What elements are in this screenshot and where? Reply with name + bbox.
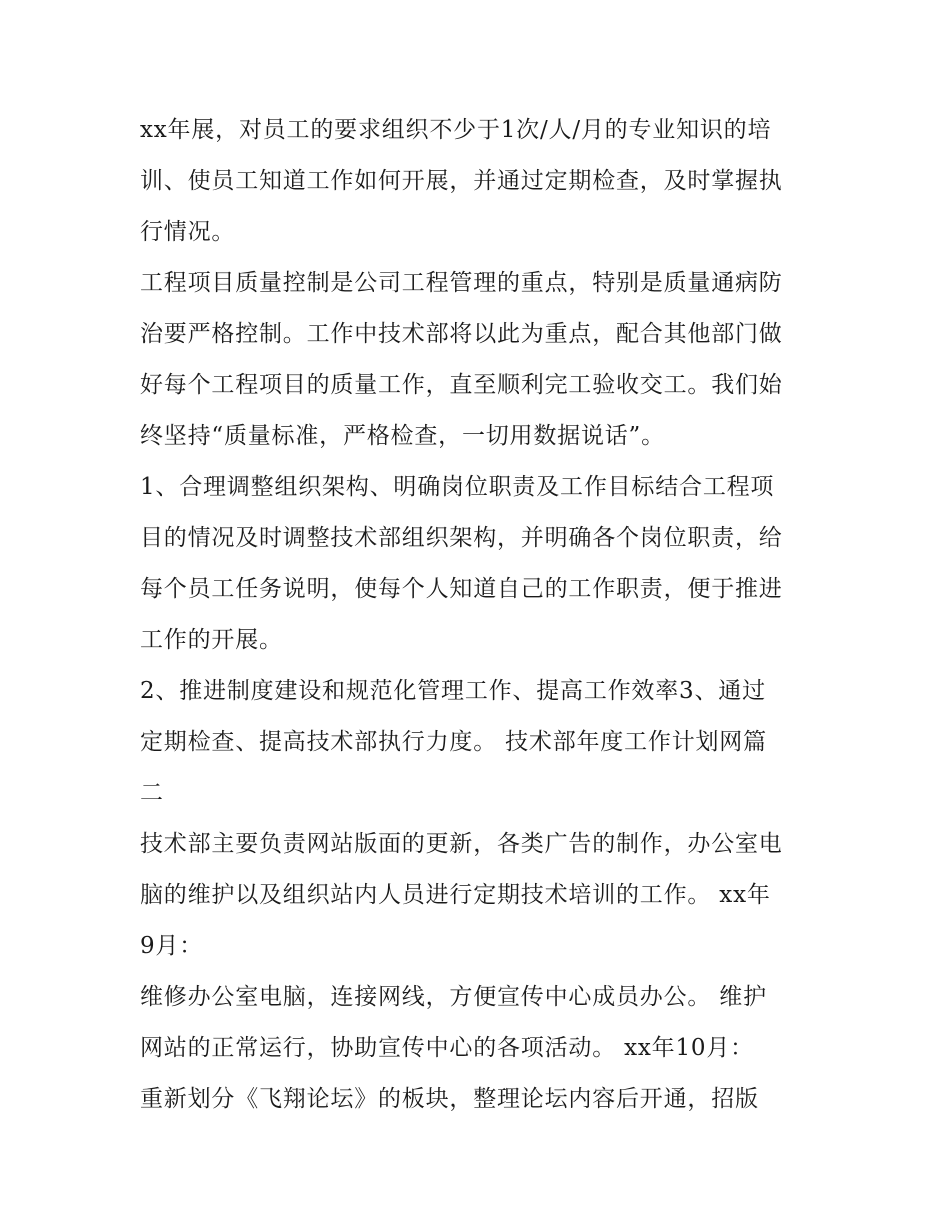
text-line: 定期检查、提高技术部执行力度。 技术部年度工作计划网篇 — [140, 729, 767, 755]
text-line: 终坚持“质量标准，严格检查，一切用数据说话”。 — [140, 423, 665, 449]
text-line: 每个员工任务说明，使每个人知道自己的工作职责，便于推进 — [140, 576, 783, 602]
text-line: 技术部主要负责网站版面的更新，各类广告的制作，办公室电 — [140, 831, 783, 857]
text-line: 重新划分《飞翔论坛》的板块，整理论坛内容后开通，招版 — [140, 1086, 759, 1112]
text-line: 行情况。 — [140, 219, 236, 245]
text-line: 维修办公室电脑，连接网线，方便宣传中心成员办公。 维护 — [140, 984, 767, 1010]
text-line: 脑的维护以及组织站内人员进行定期技术培训的工作。 xx年 — [140, 882, 771, 908]
text-line: 工程项目质量控制是公司工程管理的重点，特别是质量通病防 — [140, 270, 783, 296]
text-line: 1、合理调整组织架构、明确岗位职责及工作目标结合工程项 — [140, 474, 775, 500]
text-line: 目的情况及时调整技术部组织架构，并明确各个岗位职责，给 — [140, 525, 783, 551]
text-line: 二 — [140, 780, 164, 806]
text-line: 好每个工程项目的质量工作，直至顺利完工验收交工。我们始 — [140, 372, 783, 398]
text-line: 工作的开展。 — [140, 627, 283, 653]
text-line: 网站的正常运行，协助宣传中心的各项活动。 xx年10月： — [140, 1035, 754, 1061]
text-line: xx年展，对员工的要求组织不少于1次/人/月的专业知识的培 — [140, 117, 772, 143]
text-line: 2、推进制度建设和规范化管理工作、提高工作效率3、通过 — [140, 678, 766, 704]
text-line: 训、使员工知道工作如何开展，并通过定期检查，及时掌握执 — [140, 168, 783, 194]
text-line: 治要严格控制。工作中技术部将以此为重点，配合其他部门做 — [140, 321, 783, 347]
text-line: 9月： — [140, 933, 204, 959]
document-body — [140, 105, 820, 1125]
